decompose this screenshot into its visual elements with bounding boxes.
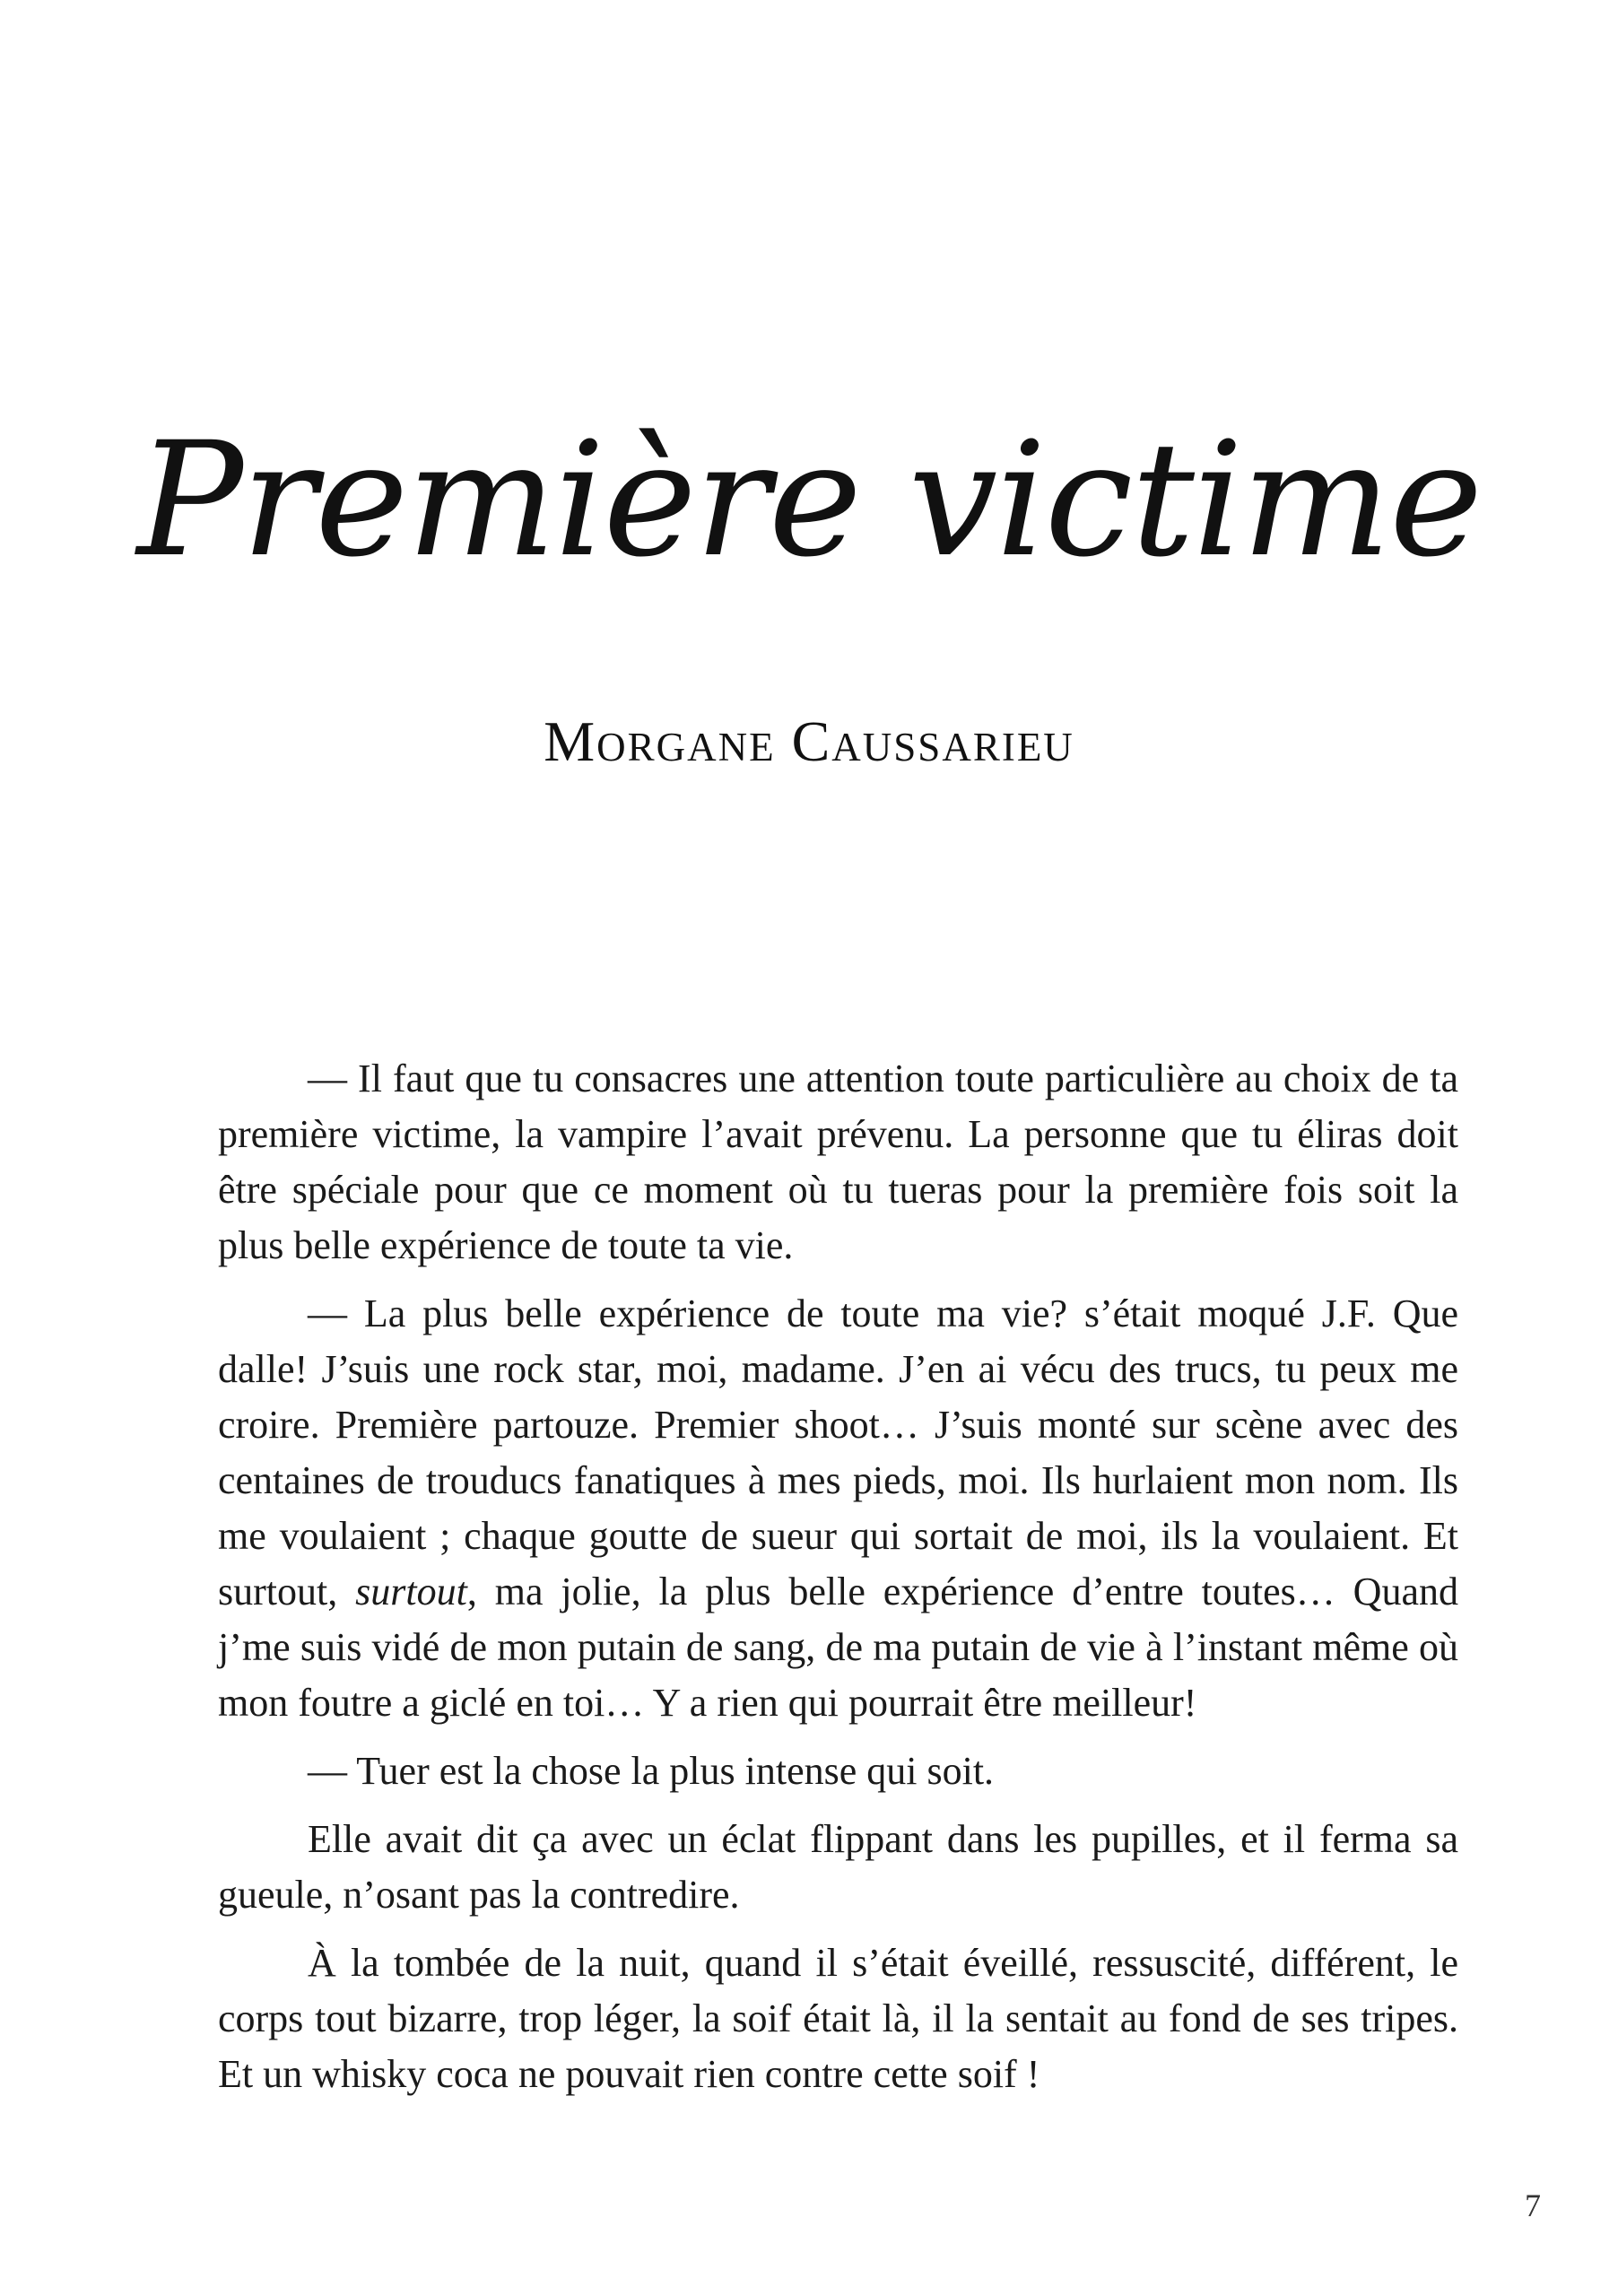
paragraph-text: Elle avait dit ça avec un éclat flippant dans les pupilles, et il ferma sa gueule, n’osant pas la contredire. (218, 1817, 1458, 1917)
chapter-body (218, 1051, 1458, 2115)
author-name: Morgane Caussarieu (544, 709, 1074, 773)
paragraph-text: — Tuer est la chose la plus intense qui soit. (308, 1749, 995, 1793)
paragraph-text: — La plus belle expérience de toute ma vie? s’était moqué J.F. Que dalle! J’suis une rock star, moi, madame. J’en ai vécu des trucs, tu peux me croire. Première partouze. Premier shoot… J’suis monté sur scène avec des centaines de trouducs fanatiques à mes pieds, moi. Ils hurlaient mon nom. Ils me voulaient ; chaque goutte de sueur qui sortait de moi, ils la voulaient. Et surtout, (218, 1292, 1458, 1613)
paragraph-text: — Il faut que tu consacres une attention toute particulière au choix de ta première victime, la vampire l’avait prévenu. La personne que tu éliras doit être spéciale pour que ce moment où tu tueras pour la première fois soit la plus belle expérience de toute ta vie. (218, 1057, 1458, 1267)
paragraph-text-continued: , ma jolie, la plus belle expérience d’entre toutes… Quand j’me suis vidé de mon putain de sang, de ma putain de vie à l’instant même où mon foutre a giclé en toi… Y a rien qui pourrait être meilleur! (218, 1570, 1458, 1725)
paragraph (218, 1812, 1458, 1923)
paragraph (218, 1051, 1458, 1274)
paragraph (218, 1286, 1458, 1731)
chapter-title: Première victime (136, 408, 1482, 592)
emphasis-text: surtout (355, 1570, 467, 1613)
paragraph (218, 1935, 1458, 2102)
paragraph (218, 1744, 1458, 1799)
paragraph-text: À la tombée de la nuit, quand il s’était éveillé, ressuscité, différent, le corps tout bizarre, trop léger, la soif était là, il la sentait au fond de ses tripes. Et un whisky coca ne pouvait rien contre cette soif ! (218, 1941, 1458, 2096)
page-number: 7 (1525, 2187, 1541, 2223)
